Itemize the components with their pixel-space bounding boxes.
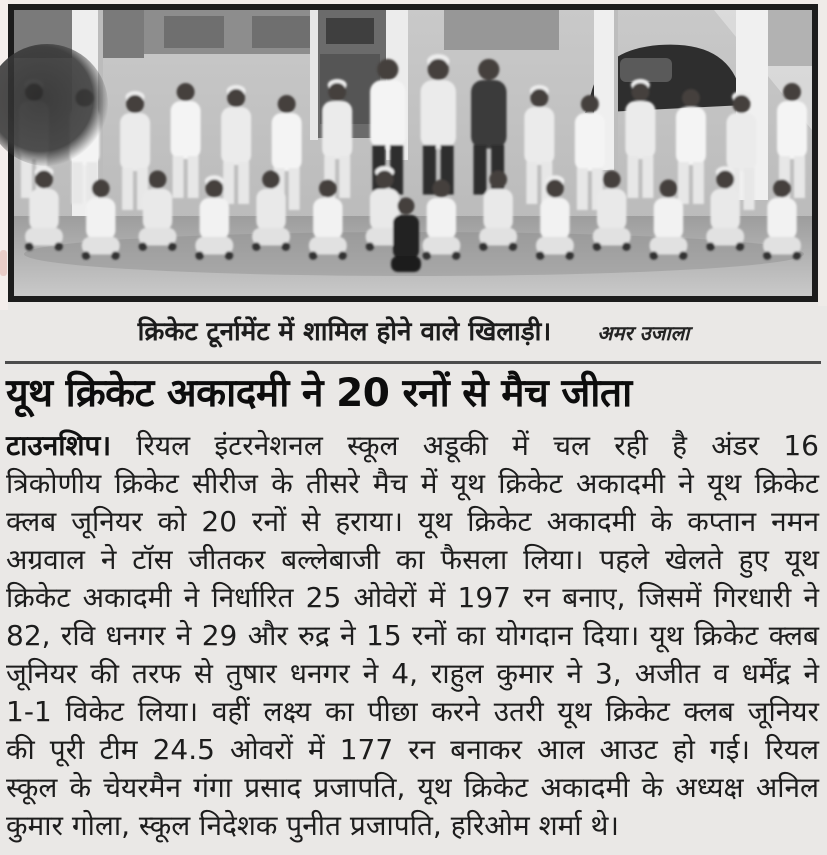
article-body [6,427,819,845]
scan-edge-right [818,0,827,306]
body-line: स्कूल के चेयरमैन गंगा प्रसाद प्रजापति, यूथ क्रिकेट अकादमी के अध्यक्ष अनिल [6,771,819,804]
photo-window-band [444,10,559,50]
body-line: 82, रवि धनगर ने 29 और रुद्र ने 15 रनों का योगदान दिया। यूथ क्रिकेट क्लब [6,619,819,652]
body-line: त्रिकोणीय क्रिकेट सीरीज के तीसरे मैच में यूथ क्रिकेट अकादमी ने यूथ क्रिकेट [6,467,819,500]
photo-car-window [620,58,672,82]
photo-window [164,16,224,48]
photo-doorway-window [326,18,374,44]
body-line: टाउनशिप। रियल इंटरनेशनल स्कूल अडूकी में चल रही है अंडर 16 [6,429,819,462]
photo-caption: क्रिकेट टूर्नामेंट में शामिल होने वाले खिलाड़ी। [137,317,552,347]
team-photo-illustration [14,10,812,296]
article-headline: यूथ क्रिकेट अकादमी ने 20 रनों से मैच जीता [6,371,632,416]
body-line: जूनियर की तरफ से तुषार धनगर ने 4, राहुल कुमार ने 3, अजीत व धर्मेंद्र ने [6,657,819,690]
body-line: क्रिकेट अकादमी ने निर्धारित 25 ओवेरों में 197 रन बनाए, जिसमें गिरधारी ने [6,581,819,614]
photo-window [252,16,312,48]
dateline: टाउनशिप। [6,429,137,462]
photo-caption-row [0,312,827,348]
body-line: क्लब जूनियर को 20 रनों से हराया। यूथ क्रिकेट अकादमी के कप्तान नमन [6,505,819,538]
body-line: अग्रवाल ने टॉस जीतकर बल्लेबाजी का फैसला लिया। पहले खेलते हुए यूथ [6,543,819,576]
body-line: कुमार गोला, स्कूल निदेशक पुनीत प्रजापति, हरिओम शर्मा थे। [6,809,620,842]
section-divider [5,361,821,364]
photo-credit: अमर उजाला [597,321,690,345]
body-line: 1-1 विकेट लिया। वहीं लक्ष्य का पीछा करने उतरी यूथ क्रिकेट क्लब जूनियर [6,695,819,728]
body-line: की पूरी टीम 24.5 ओवरों में 177 रन बनाकर आल आउट हो गई। रियल [6,733,819,766]
team-photo [8,4,818,302]
scan-artifact-mark [0,250,7,276]
